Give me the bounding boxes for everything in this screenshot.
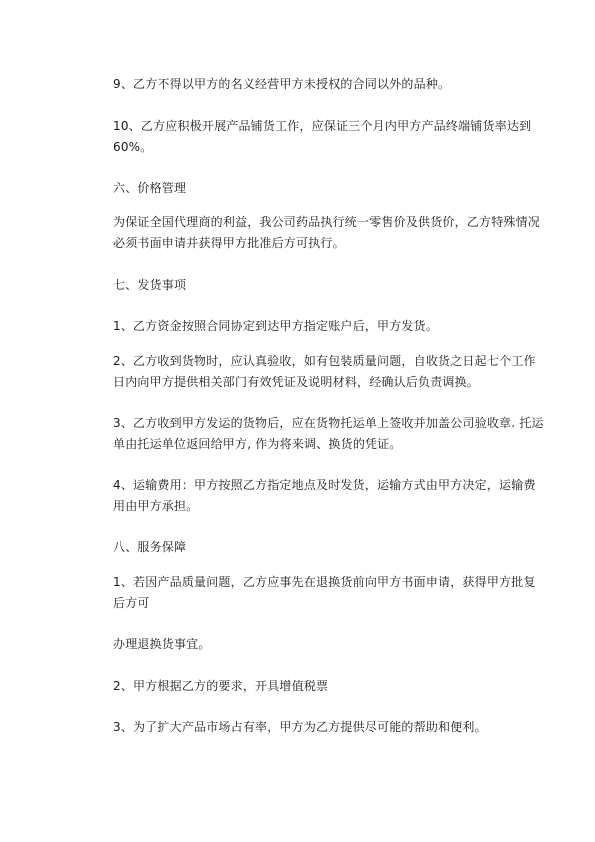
text-line: 六、价格管理	[113, 181, 187, 195]
price-paragraph	[89, 212, 541, 254]
text-line: 60%。	[113, 140, 153, 154]
section-heading-service	[89, 537, 524, 558]
service-item-3	[89, 717, 524, 738]
text-line: 后方可	[113, 596, 150, 610]
text-line: 办理退换货事宜。	[113, 637, 211, 651]
text-line: 9、乙方不得以甲方的名义经营甲方未授权的合同以外的品种。	[113, 77, 451, 91]
shipping-item-3	[89, 413, 544, 455]
text-line: 日内向甲方提供相关部门有效凭证及说明材料，经确认后负责调换。	[113, 375, 480, 389]
shipping-item-1	[89, 316, 524, 337]
service-item-2	[89, 676, 524, 697]
text-line: 必须书面申请并获得甲方批准后方可执行。	[113, 236, 345, 250]
clause-item-9	[89, 74, 524, 95]
text-line: 2、乙方收到货物时，应认真验收，如有包装质量问题，自收货之日起七个工作	[113, 354, 536, 368]
text-line: 八、服务保障	[113, 540, 187, 554]
text-line: 3、为了扩大产品市场占有率，甲方为乙方提供尽可能的帮助和便利。	[113, 720, 487, 734]
text-line: 3、乙方收到甲方发运的货物后，应在货物托运单上签收并加盖公司验收章. 托运	[113, 416, 544, 430]
service-item-1-continued	[89, 634, 524, 655]
shipping-item-2	[89, 351, 536, 393]
shipping-item-4	[89, 475, 536, 517]
text-line: 七、发货事项	[113, 278, 187, 292]
section-heading-shipping	[89, 275, 524, 296]
service-item-1	[89, 572, 536, 614]
text-line: 用由甲方承担。	[113, 499, 199, 513]
text-line: 为保证全国代理商的利益，我公司药品执行统一零售价及供货价，乙方特殊情况	[113, 215, 541, 229]
clause-item-10	[89, 116, 532, 158]
text-line: 1、乙方资金按照合同协定到达甲方指定账户后，甲方发货。	[113, 319, 439, 333]
text-line: 10、乙方应积极开展产品铺货工作，应保证三个月内甲方产品终端铺货率达到	[113, 119, 532, 133]
section-heading-price	[89, 178, 524, 199]
text-line: 单由托运单位返回给甲方, 作为将来调、换货的凭证。	[113, 437, 402, 451]
text-line: 1、若因产品质量问题，乙方应事先在退换货前向甲方书面申请，获得甲方批复	[113, 575, 536, 589]
text-line: 2、甲方根据乙方的要求，开具增值税票	[113, 679, 329, 693]
text-line: 4、运输费用：甲方按照乙方指定地点及时发货，运输方式由甲方决定，运输费	[113, 478, 536, 492]
